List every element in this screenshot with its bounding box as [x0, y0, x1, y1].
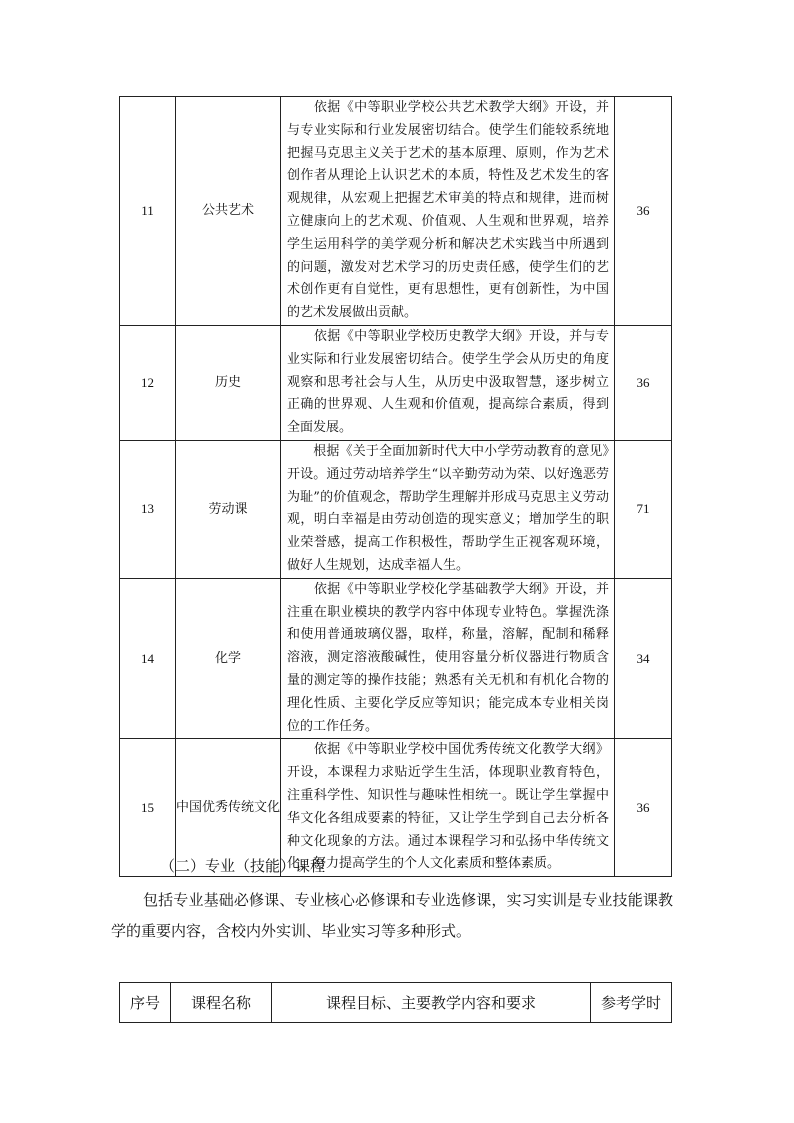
public-course-table [119, 96, 672, 877]
course-description: 依据《中等职业学校历史教学大纲》开设，并与专业实际和行业发展密切结合。使学生学会从历史的角度观察和思考社会与人生，从历史中汲取智慧，逐步树立正确的世界观、人生观和价值观，提高综合素质，得到全面发展。 [281, 325, 615, 440]
table-row [120, 325, 672, 440]
course-name: 中国优秀传统文化 [176, 739, 281, 877]
table-row [120, 97, 672, 326]
course-hours: 36 [615, 97, 672, 326]
course-number: 15 [120, 739, 176, 877]
section-heading: （二）专业（技能）课程 [160, 857, 326, 875]
course-name: 劳动课 [176, 440, 281, 578]
course-description: 依据《中等职业学校化学基础教学大纲》开设，并注重在职业模块的教学内容中体现专业特色。掌握洗涤和使用普通玻璃仪器，取样，称量，溶解，配制和稀释溶液，测定溶液酸碱性，使用容量分析仪器进行物质含量的测定等的操作技能；熟悉有关无机和有机化合物的理化性质、主要化学反应等知识；能完成本专业相关岗位的工作任务。 [281, 578, 615, 739]
course-number: 14 [120, 578, 176, 739]
course-name: 历史 [176, 325, 281, 440]
course-description: 根据《关于全面加新时代大中小学劳动教育的意见》开设。通过劳动培养学生“以辛勤劳动为荣、以好逸恶劳为耻”的价值观念，帮助学生理解并形成马克思主义劳动观，明白幸福是由劳动创造的现实意义；增加学生的职业荣誉感，提高工作积极性，帮助学生正视客观环境，做好人生规划，达成幸福人生。 [281, 440, 615, 578]
course-hours: 36 [615, 325, 672, 440]
course-name: 化学 [176, 578, 281, 739]
header-description: 课程目标、主要教学内容和要求 [272, 983, 591, 1023]
table-header-row [120, 983, 672, 1023]
header-hours: 参考学时 [591, 983, 672, 1023]
professional-course-table [119, 982, 672, 1023]
course-number: 12 [120, 325, 176, 440]
course-name: 公共艺术 [176, 97, 281, 326]
section-paragraph: 包括专业基础必修课、专业核心必修课和专业选修课，实习实训是专业技能课教学的重要内容，含校内外实训、毕业实习等多种形式。 [111, 891, 673, 940]
table-row [120, 440, 672, 578]
course-description: 依据《中等职业学校公共艺术教学大纲》开设，并与专业实际和行业发展密切结合。使学生们能较系统地把握马克思主义关于艺术的基本原理、原则，作为艺术创作者从理论上认识艺术的本质，特性及艺术发生的客观规律，从宏观上把握艺术审美的特点和规律，进而树立健康向上的艺术观、价值观、人生观和世界观，培养学生运用科学的美学观分析和解决艺术实践当中所遇到的问题，激发对艺术学习的历史责任感，使学生们的艺术创作更有自觉性，更有思想性，更有创新性，为中国的艺术发展做出贡献。 [281, 97, 615, 326]
course-hours: 34 [615, 578, 672, 739]
table-row [120, 578, 672, 739]
course-number: 13 [120, 440, 176, 578]
course-hours: 71 [615, 440, 672, 578]
course-description: 依据《中等职业学校中国优秀传统文化教学大纲》开设，本课程力求贴近学生生活，体现职业教育特色，注重科学性、知识性与趣味性相统一。既让学生掌握中华文化各组成要素的特征，又让学生学到自己去分析各种文化现象的方法。通过本课程学习和弘扬中华传统文化，努力提高学生的个人文化素质和整体素质。 [281, 739, 615, 877]
course-number: 11 [120, 97, 176, 326]
header-number: 序号 [120, 983, 171, 1023]
course-hours: 36 [615, 739, 672, 877]
header-course-name: 课程名称 [171, 983, 272, 1023]
